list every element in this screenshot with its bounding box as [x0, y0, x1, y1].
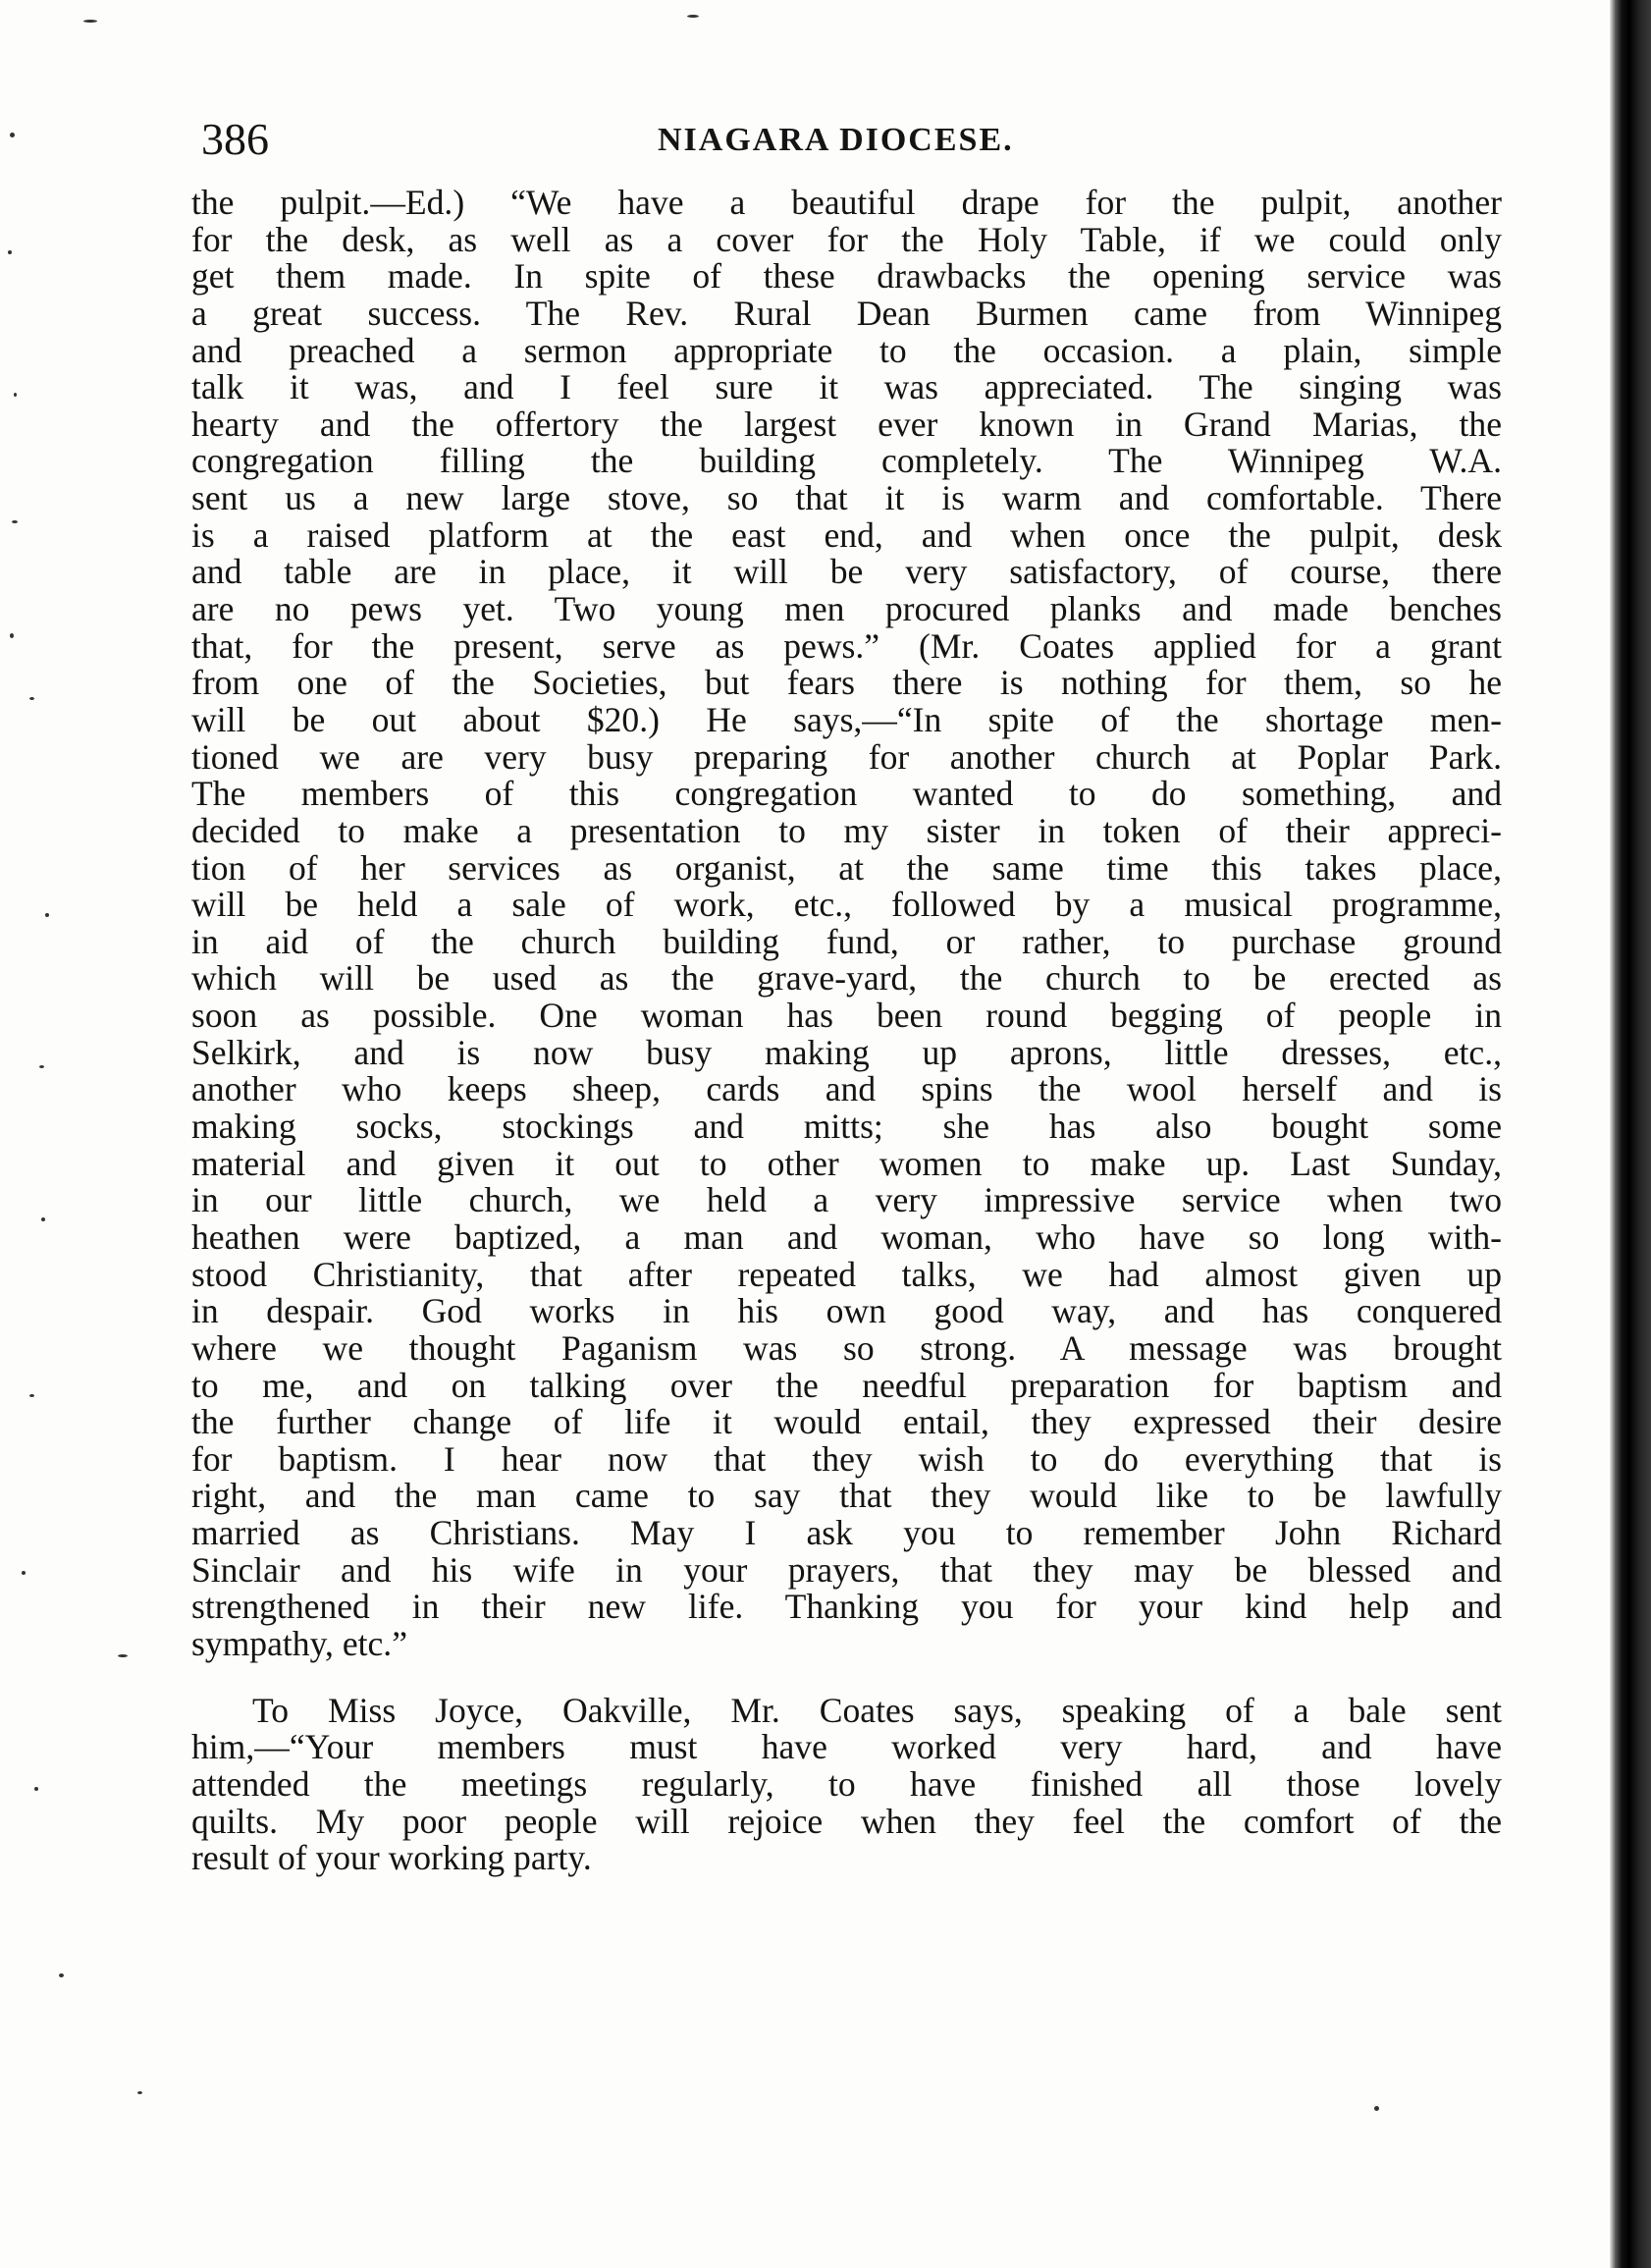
text-line: another who keeps sheep, cards and spins the wool herself and is [191, 1069, 1502, 1109]
paragraph [191, 185, 1502, 1663]
text-line: soon as possible. One woman has been round begging of people in [191, 996, 1502, 1036]
text-line: a great success. The Rev. Rural Dean Burmen came from Winnipeg [191, 293, 1502, 333]
text-line: in aid of the church building fund, or rather, to purchase ground [191, 921, 1502, 961]
text-line: will be out about $20.) He says,—“In spite of the shortage men- [191, 699, 1502, 739]
text-line: is a raised platform at the east end, and when once the pulpit, desk [191, 514, 1502, 555]
speck [29, 1394, 34, 1397]
text-line: hearty and the offertory the largest ever known in Grand Marias, the [191, 404, 1502, 444]
speck [59, 1973, 64, 1977]
text-line: and preached a sermon appropriate to the occasion. a plain, simple [191, 330, 1502, 370]
speck [22, 1571, 26, 1575]
speck [41, 1217, 45, 1221]
text-line: right, and the man came to say that they would like to be lawfully [191, 1476, 1502, 1516]
text-line: talk it was, and I feel sure it was appreciated. The singing was [191, 367, 1502, 407]
text-line: result of your working party. [191, 1838, 592, 1878]
text-line: stood Christianity, that after repeated talks, we had almost given up [191, 1254, 1502, 1294]
text-line: to me, and on talking over the needful preparation for baptism and [191, 1365, 1502, 1405]
text-line: To Miss Joyce, Oakville, Mr. Coates says, speaking of a bale sent [252, 1690, 1502, 1730]
speck [137, 2091, 142, 2094]
text-line: in our little church, we held a very impressive service when two [191, 1180, 1502, 1220]
text-line: get them made. In spite of these drawbacks the opening service was [191, 256, 1502, 297]
text-line: in despair. God works in his own good way, and has conquered [191, 1291, 1502, 1331]
text-line: making socks, stockings and mitts; she has also bought some [191, 1107, 1502, 1147]
text-line: will be held a sale of work, etc., followed by a musical programme, [191, 885, 1502, 925]
text-line: that, for the present, serve as pews.” (Mr. Coates applied for a grant [191, 625, 1502, 666]
text-line: material and given it out to other women to make up. Last Sunday, [191, 1143, 1502, 1183]
speck [10, 133, 15, 137]
running-head [201, 110, 1507, 169]
text-line: The members of this congregation wanted to do something, and [191, 774, 1502, 814]
body-text [191, 185, 1502, 1877]
text-line: for baptism. I hear now that they wish to do everything that is [191, 1438, 1502, 1479]
text-line: strengthened in their new life. Thanking you for your kind help and [191, 1587, 1502, 1627]
text-line: attended the meetings regularly, to have finished all those lovely [191, 1763, 1502, 1804]
text-line: heathen were baptized, a man and woman, who have so long with- [191, 1216, 1502, 1257]
speck [29, 697, 34, 700]
speck [34, 1787, 38, 1791]
text-line: and table are in place, it will be very satisfactory, of course, there [191, 552, 1502, 592]
text-line: quilts. My poor people will rejoice when they feel the comfort of the [191, 1801, 1502, 1841]
text-line: are no pews yet. Two young men procured planks and made benches [191, 589, 1502, 629]
page-number: 386 [201, 114, 269, 164]
text-line: tion of her services as organist, at the same time this takes place, [191, 847, 1502, 888]
text-line: for the desk, as well as a cover for the Holy Table, if we could only [191, 219, 1502, 259]
text-line: married as Christians. May I ask you to remember John Richard [191, 1513, 1502, 1553]
speck [12, 520, 18, 523]
speck [10, 633, 14, 638]
text-line: from one of the Societies, but fears there is nothing for them, so he [191, 663, 1502, 703]
text-line: Sinclair and his wife in your prayers, that they may be blessed and [191, 1549, 1502, 1590]
text-line: sympathy, etc.” [191, 1623, 407, 1663]
speck [687, 15, 699, 18]
text-line: where we thought Paganism was so strong. A message was brought [191, 1327, 1502, 1368]
speck [118, 1654, 128, 1657]
text-line: which will be used as the grave-yard, the church to be erected as [191, 958, 1502, 999]
speck [8, 250, 12, 254]
speck [45, 913, 49, 917]
speck [14, 393, 17, 397]
binding-edge [1610, 0, 1651, 2268]
speck [1374, 2106, 1379, 2111]
text-line: him,—“Your members must have worked very hard, and have [191, 1727, 1502, 1767]
text-line: sent us a new large stove, so that it is warm and comfortable. There [191, 478, 1502, 518]
text-line: the pulpit.—Ed.) “We have a beautiful drape for the pulpit, another [191, 183, 1502, 222]
text-line: the further change of life it would entail, they expressed their desire [191, 1402, 1502, 1442]
text-line: congregation filling the building completely. The Winnipeg W.A. [191, 441, 1502, 481]
speck [83, 20, 97, 23]
text-line: tioned we are very busy preparing for another church at Poplar Park. [191, 736, 1502, 777]
speck [39, 1065, 44, 1068]
text-line: decided to make a presentation to my sister in token of their appreci- [191, 810, 1502, 850]
paragraph [191, 1690, 1502, 1878]
text-line: Selkirk, and is now busy making up aprons, little dresses, etc., [191, 1032, 1502, 1072]
running-title: NIAGARA DIOCESE. [658, 122, 1014, 158]
